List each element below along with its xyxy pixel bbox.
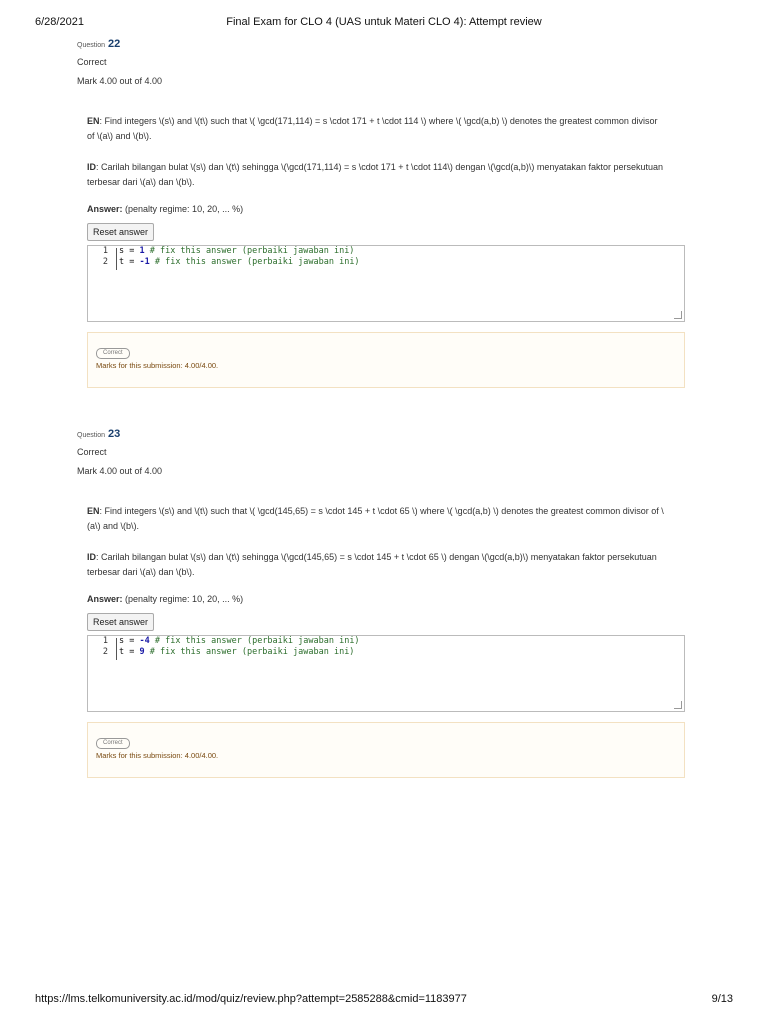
answer-label: Answer: (87, 594, 123, 604)
code-line[interactable] (119, 246, 360, 257)
id-body: : Carilah bilangan bulat \(s\) dan \(t\) sehingga \(\gcd(171,114) = s \cdot 171 + t \cdot 114\) dengan \(\gcd(a,b)\) menyatakan faktor persekutuan terbesar dari \(a\) dan \(b\). (87, 162, 663, 187)
page-url: https://lms.telkomuniversity.ac.id/mod/quiz/review.php?attempt=2585288&cmid=1183977 (35, 993, 467, 1005)
en-label: EN (87, 506, 100, 516)
correct-badge: Correct (96, 738, 130, 749)
code-line[interactable] (119, 636, 360, 647)
line-gutter (88, 246, 116, 321)
code-var: s (119, 246, 125, 256)
question-text-en (87, 504, 667, 534)
answer-label: Answer: (87, 204, 123, 214)
question-block-23 (77, 427, 685, 778)
line-number: 1 (102, 246, 108, 256)
print-footer (0, 993, 768, 1009)
line-number: 1 (102, 636, 108, 646)
line-gutter (88, 636, 116, 711)
feedback-box (87, 332, 685, 388)
code-op: = (124, 246, 140, 256)
code-value: 9 (139, 647, 145, 657)
code-comment: # fix this answer (perbaiki jawaban ini) (149, 257, 360, 267)
reset-answer-button[interactable]: Reset answer (87, 613, 154, 631)
question-label: Question (77, 42, 106, 49)
code-op: = (124, 257, 140, 267)
id-label: ID (87, 552, 96, 562)
code-value: -4 (139, 636, 150, 646)
reset-answer-button[interactable]: Reset answer (87, 223, 154, 241)
feedback-box (87, 722, 685, 778)
code-op: = (124, 636, 140, 646)
question-text-id (87, 160, 667, 190)
code-comment: # fix this answer (perbaiki jawaban ini) (149, 636, 360, 646)
line-number: 2 (102, 647, 108, 657)
line-number: 2 (102, 257, 108, 267)
question-state: Correct (77, 447, 107, 457)
resize-handle-icon[interactable] (674, 311, 682, 319)
question-label: Question (77, 432, 106, 439)
code-comment: # fix this answer (perbaiki jawaban ini) (144, 246, 355, 256)
submission-marks: Marks for this submission: 4.00/4.00. (96, 361, 219, 370)
question-block-22 (77, 37, 685, 388)
code-line[interactable] (119, 647, 360, 658)
correct-badge: Correct (96, 348, 130, 359)
code-lines[interactable] (119, 636, 360, 658)
question-text-id (87, 550, 667, 580)
answer-line (87, 594, 685, 604)
code-line[interactable] (119, 257, 360, 268)
print-header (0, 16, 768, 32)
answer-line (87, 204, 685, 214)
question-text (87, 504, 667, 580)
submission-marks: Marks for this submission: 4.00/4.00. (96, 751, 219, 760)
question-text-en (87, 114, 667, 144)
question-state: Correct (77, 57, 107, 67)
en-label: EN (87, 116, 100, 126)
en-body: : Find integers \(s\) and \(t\) such that \( \gcd(145,65) = s \cdot 145 + t \cdot 65 \) where \( \gcd(a,b) \) denotes the greatest common divisor of \(a\) and \(b\). (87, 506, 664, 531)
id-body: : Carilah bilangan bulat \(s\) dan \(t\) sehingga \(\gcd(145,65) = s \cdot 145 + t \cdot 65 \) dengan \(\gcd(a,b)\) menyatakan faktor persekutuan terbesar dari \(a\) dan \(b\). (87, 552, 657, 577)
code-var: t (119, 257, 125, 267)
question-number: 22 (108, 38, 121, 50)
question-text (87, 114, 667, 190)
penalty-regime: (penalty regime: 10, 20, ... %) (125, 204, 244, 214)
question-grade: Mark 4.00 out of 4.00 (77, 76, 163, 86)
code-lines[interactable] (119, 246, 360, 268)
en-body: : Find integers \(s\) and \(t\) such that \( \gcd(171,114) = s \cdot 171 + t \cdot 114 \) where \( \gcd(a,b) \) denotes the greatest common divisor of \(a\) and \(b\). (87, 116, 658, 141)
cursor-line (116, 248, 117, 270)
question-grade: Mark 4.00 out of 4.00 (77, 466, 163, 476)
code-value: -1 (139, 257, 150, 267)
code-editor[interactable] (87, 635, 685, 712)
code-value: 1 (139, 246, 145, 256)
question-number: 23 (108, 428, 121, 440)
cursor-line (116, 638, 117, 660)
page-number: 9/13 (711, 993, 733, 1005)
id-label: ID (87, 162, 96, 172)
page-title: Final Exam for CLO 4 (UAS untuk Materi CLO 4): Attempt review (226, 16, 542, 28)
code-op: = (124, 647, 140, 657)
code-editor[interactable] (87, 245, 685, 322)
code-var: s (119, 636, 125, 646)
code-var: t (119, 647, 125, 657)
print-date: 6/28/2021 (35, 16, 84, 28)
resize-handle-icon[interactable] (674, 701, 682, 709)
question-header (77, 37, 685, 51)
code-comment: # fix this answer (perbaiki jawaban ini) (144, 647, 355, 657)
penalty-regime: (penalty regime: 10, 20, ... %) (125, 594, 244, 604)
question-header (77, 427, 685, 441)
